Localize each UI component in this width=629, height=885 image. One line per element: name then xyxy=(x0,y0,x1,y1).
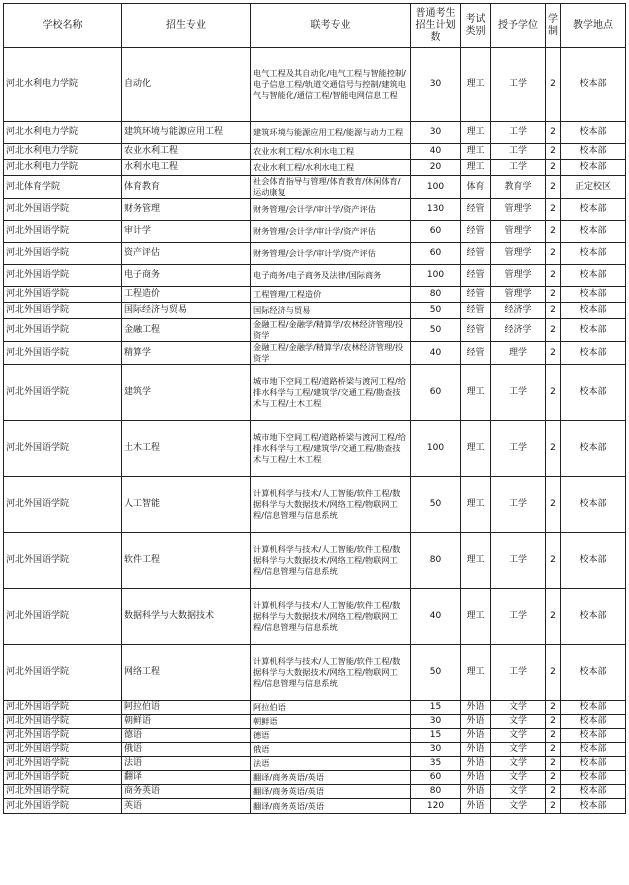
location: 校本部 xyxy=(561,743,626,757)
location: 正定校区 xyxy=(561,176,626,199)
location: 校本部 xyxy=(561,221,626,243)
school-name: 河北外国语学院 xyxy=(4,785,122,799)
exam-category: 理工 xyxy=(461,421,491,477)
table-row xyxy=(4,729,626,743)
exam-category: 理工 xyxy=(461,122,491,144)
plan-count: 15 xyxy=(411,729,461,743)
degree: 管理学 xyxy=(491,265,546,287)
location: 校本部 xyxy=(561,319,626,342)
duration: 2 xyxy=(546,176,561,199)
school-name: 河北外国语学院 xyxy=(4,715,122,729)
duration: 2 xyxy=(546,122,561,144)
location: 校本部 xyxy=(561,48,626,122)
table-body xyxy=(4,48,626,814)
table-row xyxy=(4,645,626,701)
location: 校本部 xyxy=(561,243,626,265)
exam-category: 外语 xyxy=(461,799,491,814)
joint-exam-majors: 翻译/商务英语/英语 xyxy=(251,785,411,799)
duration: 2 xyxy=(546,477,561,533)
school-name: 河北外国语学院 xyxy=(4,319,122,342)
school-name: 河北外国语学院 xyxy=(4,199,122,221)
duration: 2 xyxy=(546,221,561,243)
duration: 2 xyxy=(546,48,561,122)
exam-category: 经管 xyxy=(461,265,491,287)
joint-exam-majors: 城市地下空间工程/道路桥梁与渡河工程/给排水科学与工程/建筑学/交通工程/勘查技术与工程/土木工程 xyxy=(251,365,411,421)
degree: 文学 xyxy=(491,771,546,785)
plan-count: 30 xyxy=(411,715,461,729)
table-row xyxy=(4,48,626,122)
school-name: 河北外国语学院 xyxy=(4,421,122,477)
duration: 2 xyxy=(546,701,561,715)
table-row xyxy=(4,743,626,757)
location: 校本部 xyxy=(561,757,626,771)
exam-category: 外语 xyxy=(461,757,491,771)
major-name: 国际经济与贸易 xyxy=(122,303,251,319)
duration: 2 xyxy=(546,799,561,814)
school-name: 河北外国语学院 xyxy=(4,477,122,533)
exam-category: 外语 xyxy=(461,743,491,757)
exam-category: 经管 xyxy=(461,221,491,243)
table-row xyxy=(4,287,626,303)
joint-exam-majors: 金融工程/金融学/精算学/农林经济管理/投资学 xyxy=(251,319,411,342)
enrollment-table xyxy=(3,3,626,814)
location: 校本部 xyxy=(561,265,626,287)
table-row xyxy=(4,160,626,176)
major-name: 建筑环境与能源应用工程 xyxy=(122,122,251,144)
table-row xyxy=(4,221,626,243)
header-row xyxy=(4,4,626,48)
duration: 2 xyxy=(546,243,561,265)
major-name: 工程造价 xyxy=(122,287,251,303)
plan-count: 100 xyxy=(411,176,461,199)
duration: 2 xyxy=(546,645,561,701)
table-row xyxy=(4,785,626,799)
header-major: 招生专业 xyxy=(122,4,251,48)
table-row xyxy=(4,533,626,589)
duration: 2 xyxy=(546,303,561,319)
plan-count: 50 xyxy=(411,319,461,342)
joint-exam-majors: 计算机科学与技术/人工智能/软件工程/数据科学与大数据技术/网络工程/物联网工程/信息管理与信息系统 xyxy=(251,645,411,701)
joint-exam-majors: 国际经济与贸易 xyxy=(251,303,411,319)
header-duration: 学制 xyxy=(546,4,561,48)
plan-count: 30 xyxy=(411,743,461,757)
duration: 2 xyxy=(546,265,561,287)
school-name: 河北外国语学院 xyxy=(4,303,122,319)
degree: 文学 xyxy=(491,799,546,814)
table-row xyxy=(4,365,626,421)
location: 校本部 xyxy=(561,715,626,729)
school-name: 河北外国语学院 xyxy=(4,287,122,303)
plan-count: 40 xyxy=(411,144,461,160)
major-name: 审计学 xyxy=(122,221,251,243)
degree: 经济学 xyxy=(491,303,546,319)
major-name: 英语 xyxy=(122,799,251,814)
location: 校本部 xyxy=(561,701,626,715)
table-row xyxy=(4,265,626,287)
location: 校本部 xyxy=(561,799,626,814)
plan-count: 15 xyxy=(411,701,461,715)
exam-category: 经管 xyxy=(461,342,491,365)
plan-count: 60 xyxy=(411,243,461,265)
plan-count: 80 xyxy=(411,533,461,589)
degree: 文学 xyxy=(491,757,546,771)
duration: 2 xyxy=(546,785,561,799)
exam-category: 经管 xyxy=(461,243,491,265)
location: 校本部 xyxy=(561,199,626,221)
joint-exam-majors: 翻译/商务英语/英语 xyxy=(251,771,411,785)
joint-exam-majors: 电气工程及其自动化/电气工程与智能控制/电子信息工程/轨道交通信号与控制/建筑电气与智能化/通信工程/智能电网信息工程 xyxy=(251,48,411,122)
table-row xyxy=(4,589,626,645)
location: 校本部 xyxy=(561,589,626,645)
school-name: 河北外国语学院 xyxy=(4,645,122,701)
school-name: 河北外国语学院 xyxy=(4,342,122,365)
major-name: 朝鲜语 xyxy=(122,715,251,729)
degree: 工学 xyxy=(491,421,546,477)
exam-category: 外语 xyxy=(461,715,491,729)
school-name: 河北外国语学院 xyxy=(4,365,122,421)
school-name: 河北外国语学院 xyxy=(4,771,122,785)
exam-category: 理工 xyxy=(461,160,491,176)
header-joint-major: 联考专业 xyxy=(251,4,411,48)
location: 校本部 xyxy=(561,785,626,799)
major-name: 资产评估 xyxy=(122,243,251,265)
school-name: 河北水利电力学院 xyxy=(4,122,122,144)
joint-exam-majors: 俄语 xyxy=(251,743,411,757)
plan-count: 60 xyxy=(411,771,461,785)
table-row xyxy=(4,176,626,199)
school-name: 河北水利电力学院 xyxy=(4,160,122,176)
degree: 理学 xyxy=(491,342,546,365)
degree: 文学 xyxy=(491,785,546,799)
plan-count: 60 xyxy=(411,365,461,421)
degree: 经济学 xyxy=(491,319,546,342)
location: 校本部 xyxy=(561,421,626,477)
joint-exam-majors: 城市地下空间工程/道路桥梁与渡河工程/给排水科学与工程/建筑学/交通工程/勘查技术与工程/土木工程 xyxy=(251,421,411,477)
school-name: 河北体育学院 xyxy=(4,176,122,199)
joint-exam-majors: 建筑环境与能源应用工程/能源与动力工程 xyxy=(251,122,411,144)
location: 校本部 xyxy=(561,771,626,785)
plan-count: 50 xyxy=(411,477,461,533)
joint-exam-majors: 电子商务/电子商务及法律/国际商务 xyxy=(251,265,411,287)
degree: 工学 xyxy=(491,122,546,144)
exam-category: 经管 xyxy=(461,287,491,303)
table-row xyxy=(4,799,626,814)
major-name: 金融工程 xyxy=(122,319,251,342)
plan-count: 35 xyxy=(411,757,461,771)
school-name: 河北外国语学院 xyxy=(4,701,122,715)
duration: 2 xyxy=(546,144,561,160)
location: 校本部 xyxy=(561,303,626,319)
location: 校本部 xyxy=(561,477,626,533)
school-name: 河北外国语学院 xyxy=(4,799,122,814)
degree: 工学 xyxy=(491,477,546,533)
plan-count: 40 xyxy=(411,342,461,365)
joint-exam-majors: 农业水利工程/水利水电工程 xyxy=(251,144,411,160)
table-row xyxy=(4,303,626,319)
major-name: 软件工程 xyxy=(122,533,251,589)
location: 校本部 xyxy=(561,645,626,701)
major-name: 商务英语 xyxy=(122,785,251,799)
table-row xyxy=(4,757,626,771)
duration: 2 xyxy=(546,160,561,176)
major-name: 人工智能 xyxy=(122,477,251,533)
degree: 文学 xyxy=(491,715,546,729)
joint-exam-majors: 金融工程/金融学/精算学/农林经济管理/投资学 xyxy=(251,342,411,365)
degree: 工学 xyxy=(491,48,546,122)
joint-exam-majors: 法语 xyxy=(251,757,411,771)
exam-category: 外语 xyxy=(461,701,491,715)
duration: 2 xyxy=(546,743,561,757)
exam-category: 理工 xyxy=(461,589,491,645)
joint-exam-majors: 阿拉伯语 xyxy=(251,701,411,715)
school-name: 河北水利电力学院 xyxy=(4,144,122,160)
school-name: 河北外国语学院 xyxy=(4,589,122,645)
exam-category: 理工 xyxy=(461,365,491,421)
duration: 2 xyxy=(546,319,561,342)
degree: 文学 xyxy=(491,701,546,715)
joint-exam-majors: 财务管理/会计学/审计学/资产评估 xyxy=(251,199,411,221)
plan-count: 80 xyxy=(411,785,461,799)
plan-count: 120 xyxy=(411,799,461,814)
plan-count: 50 xyxy=(411,645,461,701)
header-degree: 授予学位 xyxy=(491,4,546,48)
school-name: 河北外国语学院 xyxy=(4,221,122,243)
major-name: 德语 xyxy=(122,729,251,743)
degree: 教育学 xyxy=(491,176,546,199)
school-name: 河北外国语学院 xyxy=(4,757,122,771)
header-location: 教学地点 xyxy=(561,4,626,48)
header-school: 学校名称 xyxy=(4,4,122,48)
table-row xyxy=(4,319,626,342)
location: 校本部 xyxy=(561,144,626,160)
plan-count: 30 xyxy=(411,48,461,122)
duration: 2 xyxy=(546,757,561,771)
location: 校本部 xyxy=(561,287,626,303)
degree: 文学 xyxy=(491,743,546,757)
location: 校本部 xyxy=(561,729,626,743)
major-name: 土木工程 xyxy=(122,421,251,477)
joint-exam-majors: 工程管理/工程造价 xyxy=(251,287,411,303)
header-plan: 普通考生招生计划数 xyxy=(411,4,461,48)
exam-category: 理工 xyxy=(461,477,491,533)
exam-category: 理工 xyxy=(461,144,491,160)
exam-category: 经管 xyxy=(461,303,491,319)
school-name: 河北水利电力学院 xyxy=(4,48,122,122)
table-row xyxy=(4,122,626,144)
major-name: 水利水电工程 xyxy=(122,160,251,176)
degree: 管理学 xyxy=(491,243,546,265)
table-row xyxy=(4,144,626,160)
major-name: 网络工程 xyxy=(122,645,251,701)
duration: 2 xyxy=(546,729,561,743)
major-name: 体育教育 xyxy=(122,176,251,199)
table-row xyxy=(4,243,626,265)
duration: 2 xyxy=(546,771,561,785)
table-row xyxy=(4,715,626,729)
joint-exam-majors: 财务管理/会计学/审计学/资产评估 xyxy=(251,221,411,243)
joint-exam-majors: 计算机科学与技术/人工智能/软件工程/数据科学与大数据技术/网络工程/物联网工程/信息管理与信息系统 xyxy=(251,533,411,589)
degree: 管理学 xyxy=(491,287,546,303)
location: 校本部 xyxy=(561,160,626,176)
exam-category: 体育 xyxy=(461,176,491,199)
duration: 2 xyxy=(546,287,561,303)
duration: 2 xyxy=(546,589,561,645)
school-name: 河北外国语学院 xyxy=(4,533,122,589)
school-name: 河北外国语学院 xyxy=(4,743,122,757)
duration: 2 xyxy=(546,533,561,589)
header-exam-category: 考试类别 xyxy=(461,4,491,48)
plan-count: 30 xyxy=(411,122,461,144)
table-row xyxy=(4,421,626,477)
major-name: 建筑学 xyxy=(122,365,251,421)
major-name: 数据科学与大数据技术 xyxy=(122,589,251,645)
exam-category: 外语 xyxy=(461,729,491,743)
degree: 管理学 xyxy=(491,199,546,221)
exam-category: 理工 xyxy=(461,533,491,589)
location: 校本部 xyxy=(561,365,626,421)
plan-count: 100 xyxy=(411,421,461,477)
degree: 管理学 xyxy=(491,221,546,243)
plan-count: 100 xyxy=(411,265,461,287)
exam-category: 理工 xyxy=(461,48,491,122)
degree: 工学 xyxy=(491,365,546,421)
major-name: 电子商务 xyxy=(122,265,251,287)
major-name: 精算学 xyxy=(122,342,251,365)
joint-exam-majors: 计算机科学与技术/人工智能/软件工程/数据科学与大数据技术/网络工程/物联网工程/信息管理与信息系统 xyxy=(251,589,411,645)
table-row xyxy=(4,477,626,533)
exam-category: 外语 xyxy=(461,771,491,785)
degree: 工学 xyxy=(491,533,546,589)
major-name: 俄语 xyxy=(122,743,251,757)
school-name: 河北外国语学院 xyxy=(4,729,122,743)
exam-category: 外语 xyxy=(461,785,491,799)
joint-exam-majors: 农业水利工程/水利水电工程 xyxy=(251,160,411,176)
school-name: 河北外国语学院 xyxy=(4,243,122,265)
duration: 2 xyxy=(546,421,561,477)
location: 校本部 xyxy=(561,533,626,589)
location: 校本部 xyxy=(561,342,626,365)
joint-exam-majors: 朝鲜语 xyxy=(251,715,411,729)
table-row xyxy=(4,342,626,365)
exam-category: 经管 xyxy=(461,319,491,342)
joint-exam-majors: 计算机科学与技术/人工智能/软件工程/数据科学与大数据技术/网络工程/物联网工程/信息管理与信息系统 xyxy=(251,477,411,533)
duration: 2 xyxy=(546,715,561,729)
major-name: 财务管理 xyxy=(122,199,251,221)
table-row xyxy=(4,199,626,221)
degree: 工学 xyxy=(491,144,546,160)
degree: 工学 xyxy=(491,160,546,176)
table-row xyxy=(4,771,626,785)
joint-exam-majors: 德语 xyxy=(251,729,411,743)
school-name: 河北外国语学院 xyxy=(4,265,122,287)
joint-exam-majors: 社会体育指导与管理/体育教育/休闲体育/运动康复 xyxy=(251,176,411,199)
location: 校本部 xyxy=(561,122,626,144)
exam-category: 经管 xyxy=(461,199,491,221)
major-name: 农业水利工程 xyxy=(122,144,251,160)
degree: 工学 xyxy=(491,589,546,645)
plan-count: 130 xyxy=(411,199,461,221)
duration: 2 xyxy=(546,199,561,221)
plan-count: 50 xyxy=(411,303,461,319)
plan-count: 60 xyxy=(411,221,461,243)
major-name: 自动化 xyxy=(122,48,251,122)
plan-count: 40 xyxy=(411,589,461,645)
duration: 2 xyxy=(546,365,561,421)
plan-count: 20 xyxy=(411,160,461,176)
major-name: 翻译 xyxy=(122,771,251,785)
exam-category: 理工 xyxy=(461,645,491,701)
major-name: 法语 xyxy=(122,757,251,771)
degree: 工学 xyxy=(491,645,546,701)
joint-exam-majors: 财务管理/会计学/审计学/资产评估 xyxy=(251,243,411,265)
degree: 文学 xyxy=(491,729,546,743)
duration: 2 xyxy=(546,342,561,365)
major-name: 阿拉伯语 xyxy=(122,701,251,715)
plan-count: 80 xyxy=(411,287,461,303)
table-row xyxy=(4,701,626,715)
joint-exam-majors: 翻译/商务英语/英语 xyxy=(251,799,411,814)
